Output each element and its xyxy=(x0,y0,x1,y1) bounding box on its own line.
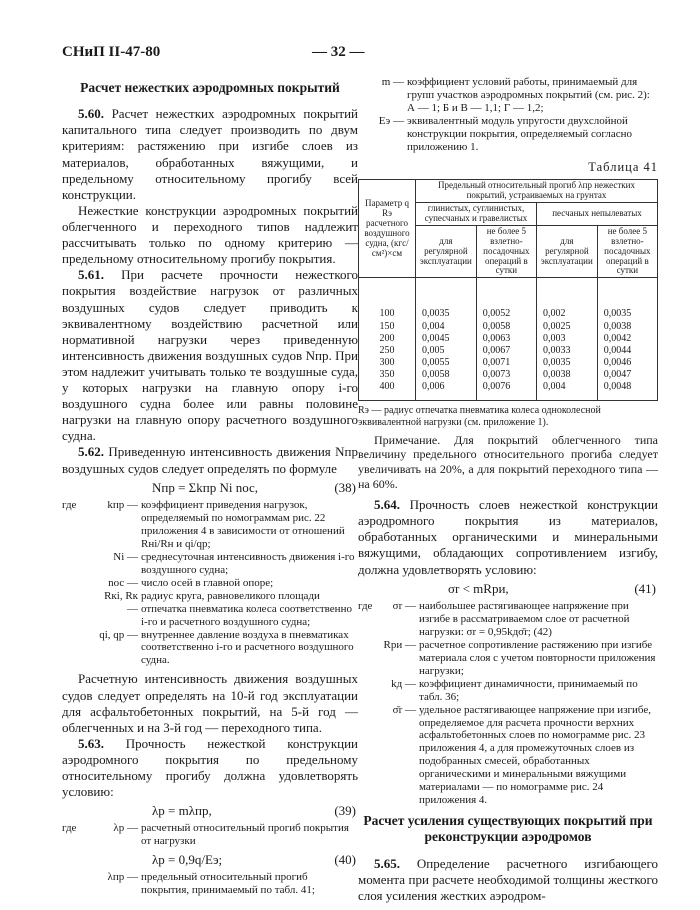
equation-39 xyxy=(62,803,358,819)
definition-row xyxy=(358,600,658,639)
table-cell: 0,0067 xyxy=(482,344,511,356)
table-cell: 100 xyxy=(379,308,395,320)
table-cell: 0,0038 xyxy=(542,369,571,381)
definition-40 xyxy=(62,871,358,897)
definition-text: коэффициент динамичности, принимаемый по табл. 36; xyxy=(419,677,638,703)
equation-number: (41) xyxy=(634,580,656,596)
table-cell: 0,004 xyxy=(542,381,566,393)
clause-number: 5.60. xyxy=(78,106,104,122)
where-label: где xyxy=(358,599,373,612)
header-regular: для регулярной эксплуатации xyxy=(416,225,477,277)
table-cell: 400 xyxy=(379,381,395,393)
clause-text: Приведенную интенсивность движения Nпр воздушных судов следует определять по формуле xyxy=(62,444,358,476)
table-cell: 0,0071 xyxy=(482,357,511,369)
definitions-38 xyxy=(62,499,358,668)
definition-text: коэффициент условий работы, принимаемый для групп участков аэродромных покрытий (см. рис. 2): А — 1; Б и В — 1,1; Г — 1,2; xyxy=(407,76,650,114)
table-cell: 0,002 xyxy=(542,308,566,320)
table-cell: 0,0025 xyxy=(542,320,571,332)
table-row xyxy=(359,278,658,400)
clause-number: 5.64. xyxy=(374,497,400,513)
definition-symbol: λр — xyxy=(113,822,138,835)
definition-symbol: qi, qр — xyxy=(99,628,138,641)
clause-number: 5.63. xyxy=(78,735,104,751)
definition-symbol: kпр — xyxy=(107,498,138,511)
header-deflection: Предельный относительный прогиб λпр нежестких покрытий, устраиваемых на грунтах xyxy=(416,180,658,203)
equation-body: Nпр = Σkпр Ni nос, xyxy=(152,479,259,495)
table-cell: 0,0063 xyxy=(482,332,511,344)
section-title-reinforcement: Расчет усиления существующих покрытий при реконструкции аэродромов xyxy=(363,813,653,845)
equation-number: (38) xyxy=(334,479,356,495)
table-cell: 0,004 xyxy=(422,320,445,332)
table-cell: 200 xyxy=(379,332,395,344)
clause-number: 5.62. xyxy=(78,444,104,460)
clause-text: Прочность нежесткой конструкции аэродромного покрытия по предельному относительному прогибу должна удовлетворять условию: xyxy=(62,735,359,800)
definition-text: предельный относительный прогиб покрытия, принимаемый по табл. 41; xyxy=(141,871,315,897)
clause-text: Прочность слоев нежесткой конструкции аэродромного покрытия из материалов, обработанных органическими и минеральными вяжущими, обладающих сопротивлением изгибу, должна удовлетворять условию: xyxy=(358,497,658,577)
table-cell: 0,0035 xyxy=(603,308,632,320)
definition-text: наибольшее растягивающее напряжение при изгибе в рассматриваемом слое от расчетной нагрузки: σr = 0,95kдσ̄r; (42) xyxy=(419,599,630,638)
definition-symbol: λпр — xyxy=(107,871,138,884)
equation-41 xyxy=(358,581,658,597)
definition-row xyxy=(358,678,658,704)
table-cell: 300 xyxy=(379,357,395,369)
paragraph-5-62b: Расчетную интенсивность движения воздушных судов следует определять на 10-й год эксплуатации для асфальтобетонных покрытий, на 5-й год — облегченных и на 3-й год — переходного типа. xyxy=(62,671,358,735)
definition-row xyxy=(62,577,358,590)
definition-symbol: Ni — xyxy=(113,550,138,563)
page-header xyxy=(62,44,644,64)
table-cell: 350 xyxy=(379,369,395,381)
equation-body: λр = 0,9q/Eэ; xyxy=(152,852,223,868)
definition-symbol: σr — xyxy=(392,599,416,612)
column-sand-regular xyxy=(536,278,597,400)
paragraph-5-61 xyxy=(62,267,358,444)
section-title-nonrigid: Расчет нежестких аэродромных покрытий xyxy=(80,80,340,95)
equation-number: (39) xyxy=(334,803,356,819)
column-clay-limited xyxy=(476,278,536,400)
definitions-41 xyxy=(358,600,658,808)
header-limited: не более 5 взлетно-посадочных операций в сутки xyxy=(476,225,536,277)
table-cell: 0,0045 xyxy=(422,332,450,344)
definition-symbol: kд — xyxy=(391,677,416,690)
table-cell: 0,0058 xyxy=(482,320,511,332)
paragraph-5-60b: Нежесткие конструкции аэродромных покрытий облегченного и переходного типов надлежит рассчитывать только по одному критерию — предельному относительному прогибу покрытия. xyxy=(62,202,358,267)
definition-row xyxy=(62,822,358,848)
clause-text: При расчете прочности нежесткого покрытия воздействие нагрузок от различных воздушных судов следует приводить к эквивалентному воздействию расчетной или нормативной нагрузки через приведенную интенсивность движения воздушных судов Nпр. При этом надлежит учитывать только те воздушные суда, у которых нагрузки на главную опору i-го воздушного судна более или равны половине нагрузки на главную опору расчетного воздушного судна. xyxy=(62,267,359,444)
table-cell: 0,0048 xyxy=(603,381,632,393)
clause-text: Определение расчетного изгибающего момента при расчете необходимой толщины жесткого слоя усиления жестких аэродром- xyxy=(358,855,658,903)
paragraph-5-64 xyxy=(358,497,658,578)
table-cell: 150 xyxy=(379,320,395,332)
header-parameter: Параметр q Rэ расчетного воздушного судна, (кгс/см²)×см xyxy=(359,180,416,278)
definition-text: коэффициент приведения нагрузок, определяемый по номограммам рис. 22 приложения 4 в зависимости от отношений Rнi/Rн и qi/qр; xyxy=(141,498,345,550)
definition-row xyxy=(62,499,358,551)
table-cell: 0,0073 xyxy=(482,369,511,381)
definitions-top xyxy=(358,76,658,154)
definition-row xyxy=(358,639,658,678)
column-sand-limited xyxy=(597,278,657,400)
column-parameter xyxy=(359,278,416,400)
page-number: — 32 — xyxy=(312,44,365,60)
definition-text: расчетное сопротивление растяжению при изгибе материала слоя с учетом повторности приложения нагрузки; xyxy=(419,638,656,677)
definition-text: внутреннее давление воздуха в пневматиках соответственно i-го и расчетного воздушного судна. xyxy=(141,628,354,667)
table-footnote: Rэ — радиус отпечатка пневматика колеса одноколесной эквивалентной нагрузки (см. приложение 1). xyxy=(358,404,601,428)
equation-body: σr < mRри, xyxy=(448,580,509,596)
header-sand-soils: песчаных непылеватых xyxy=(536,203,657,226)
definition-text: радиус круга, равновеликого площади отпечатка пневматика колеса соответственно i-го и расчетного воздушного судна; xyxy=(141,589,352,628)
table-cell: 0,0055 xyxy=(422,357,450,369)
definition-symbol: Eэ — xyxy=(378,114,404,127)
table-cell: 0,0035 xyxy=(542,357,571,369)
paragraph-5-60 xyxy=(62,106,358,203)
definition-row xyxy=(62,590,358,629)
document-code: СНиП II-47-80 xyxy=(62,44,161,60)
table-cell: 0,0035 xyxy=(422,308,450,320)
definition-row xyxy=(62,871,358,897)
table-cell: 0,0076 xyxy=(482,381,511,393)
table-cell: 0,0033 xyxy=(542,344,571,356)
paragraph-5-62 xyxy=(62,444,358,476)
definition-row xyxy=(62,629,358,668)
table-cell: 0,0052 xyxy=(482,308,511,320)
table-cell: 0,003 xyxy=(542,332,566,344)
equation-body: λр = mλпр, xyxy=(152,803,212,819)
definition-symbol: Rкi, Rк — xyxy=(104,589,138,615)
table-cell: 0,0042 xyxy=(603,332,632,344)
definition-text: число осей в главной опоре; xyxy=(141,576,274,589)
table-cell: 0,0047 xyxy=(603,369,632,381)
definition-symbol: nос — xyxy=(108,576,138,589)
definition-symbol: Rри — xyxy=(383,638,416,651)
definition-row xyxy=(358,704,658,808)
clause-number: 5.65. xyxy=(374,855,400,871)
definition-row xyxy=(62,551,358,577)
definition-text: эквивалентный модуль упругости двухслойной конструкции покрытия, определяемый согласно приложению 1. xyxy=(407,114,632,153)
table-41 xyxy=(358,179,658,400)
clause-text: Расчет нежестких аэродромных покрытий капитального типа следует производить по двум критериям: растяжению при изгибе слоев из материалов, обработанных вяжущими, и предельному относительному прогибу всей конструкции. xyxy=(62,106,359,202)
definition-39 xyxy=(62,822,358,848)
header-clay-soils: глинистых, суглинистых, супесчаных и гравелистых xyxy=(416,203,537,226)
definition-row xyxy=(358,76,658,115)
definition-text: среднесуточная интенсивность движения i-го воздушного судна; xyxy=(141,550,355,576)
table-cell: 0,006 xyxy=(422,381,445,393)
definition-symbol: m — xyxy=(381,76,404,88)
header-limited: не более 5 взлетно-посадочных операций в сутки xyxy=(597,225,657,277)
left-column xyxy=(62,74,358,901)
right-column xyxy=(358,74,658,904)
equation-40 xyxy=(62,852,358,868)
equation-number: (40) xyxy=(334,852,356,868)
definition-text: удельное растягивающее напряжение при изгибе, определяемое для расчета прочности верхних асфальтобетонных слоев по номограмме рис. 23 приложения 4, а для промежуточных слоев из подобранных смесей, обработанных органическими и минеральными вяжущими материалами — по номограмме рис. 24 приложения 4. xyxy=(419,703,652,807)
header-regular: для регулярной эксплуатации xyxy=(536,225,597,277)
definition-row xyxy=(358,115,658,154)
where-label: где xyxy=(62,498,77,511)
table-caption: Таблица 41 xyxy=(588,159,658,174)
table-cell: 0,0038 xyxy=(603,320,632,332)
table-remark: Примечание. Для покрытий облегченного типа величину предельного относительного прогиба следует увеличивать на 20%, а для покрытий переходного типа — на 60%. xyxy=(358,432,658,491)
table-cell: 250 xyxy=(379,344,395,356)
column-clay-regular xyxy=(416,278,477,400)
equation-38 xyxy=(62,480,358,496)
definition-text: расчетный относительный прогиб покрытия от нагрузки xyxy=(141,822,349,848)
table-cell: 0,0058 xyxy=(422,369,450,381)
table-cell: 0,005 xyxy=(422,344,445,356)
where-label: где xyxy=(62,822,77,835)
table-cell: 0,0046 xyxy=(603,357,632,369)
paragraph-5-65 xyxy=(358,856,658,904)
clause-number: 5.61. xyxy=(78,267,104,283)
table-cell: 0,0044 xyxy=(603,344,632,356)
paragraph-5-63 xyxy=(62,736,358,800)
definition-symbol: σ̄r — xyxy=(392,703,416,716)
